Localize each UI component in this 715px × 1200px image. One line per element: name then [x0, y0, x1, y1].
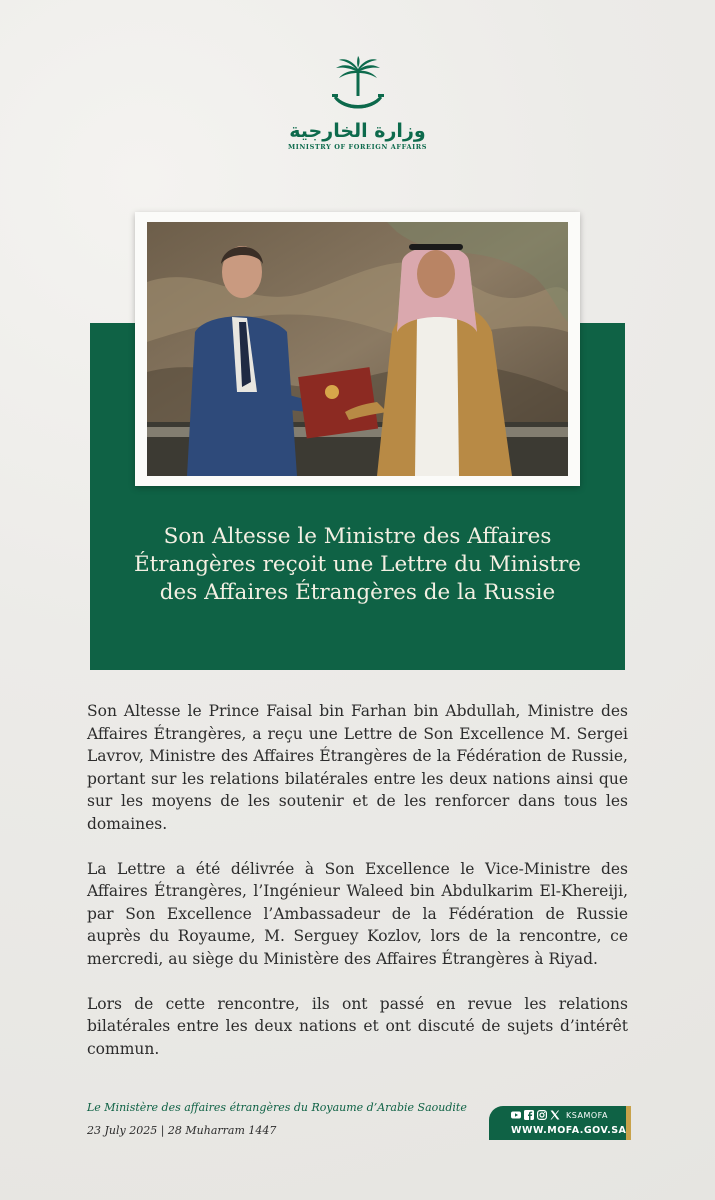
social-bar — [489, 1106, 626, 1140]
source-line: Le Ministère des affaires étrangères du Royaume d’Arabie Saoudite — [87, 1101, 467, 1114]
social-icons — [511, 1110, 608, 1120]
meeting-photo — [147, 222, 568, 476]
ministry-logo — [0, 56, 715, 152]
headline-line: Étrangères reçoit une Lettre du Ministre — [133, 552, 582, 577]
photo-frame — [135, 212, 580, 486]
website-link[interactable]: WWW.MOFA.GOV.SA — [511, 1125, 627, 1136]
meeting-photo-illustration — [147, 222, 568, 476]
social-handle[interactable]: KSAMOFA — [566, 1110, 608, 1120]
youtube-icon[interactable] — [511, 1110, 521, 1120]
body-paragraph: Son Altesse le Prince Faisal bin Farhan bin Abdullah, Ministre des Affaires Étrangères, a reçu une Lettre de Son Excellence M. Sergei Lavrov, Ministre des Affaires Étrangères de la Fédération de Russie, portant sur les relations bilatérales entre les deux nations ainsi que sur les moyens de les soutenir et de les renforcer dans tous les domaines. — [87, 702, 628, 833]
headline-line: Son Altesse le Ministre des Affaires — [163, 524, 552, 549]
instagram-icon[interactable] — [537, 1110, 547, 1120]
body-paragraph: La Lettre a été délivrée à Son Excellence le Vice-Ministre des Affaires Étrangères, l’Ingénieur Waleed bin Abdulkarim El-Khereiji, par Son Excellence l’Ambassadeur de la Fédération de Russie auprès du Royaume, M. Serguey Kozlov, lors de la rencontre, ce mercredi, au siège du Ministère des Affaires Étrangères à Riyad. — [87, 859, 628, 968]
body-paragraph: Lors de cette rencontre, ils ont passé en revue les relations bilatérales entre les deux nations et ont discuté de sujets d’intérêt commun. — [87, 994, 628, 1058]
headline-line: des Affaires Étrangères de la Russie — [159, 580, 556, 605]
facebook-icon[interactable] — [524, 1110, 534, 1120]
ministry-name-english: MINISTRY OF FOREIGN AFFAIRS — [287, 143, 428, 151]
palm-swords-emblem-icon — [328, 56, 388, 118]
date-line: 23 July 2025 | 28 Muharram 1447 — [87, 1124, 277, 1137]
headline — [100, 523, 615, 607]
article-body — [87, 700, 628, 1082]
gold-accent — [626, 1106, 631, 1140]
x-icon[interactable] — [550, 1110, 560, 1120]
ministry-name-arabic: وزارة الخارجية — [289, 120, 426, 142]
